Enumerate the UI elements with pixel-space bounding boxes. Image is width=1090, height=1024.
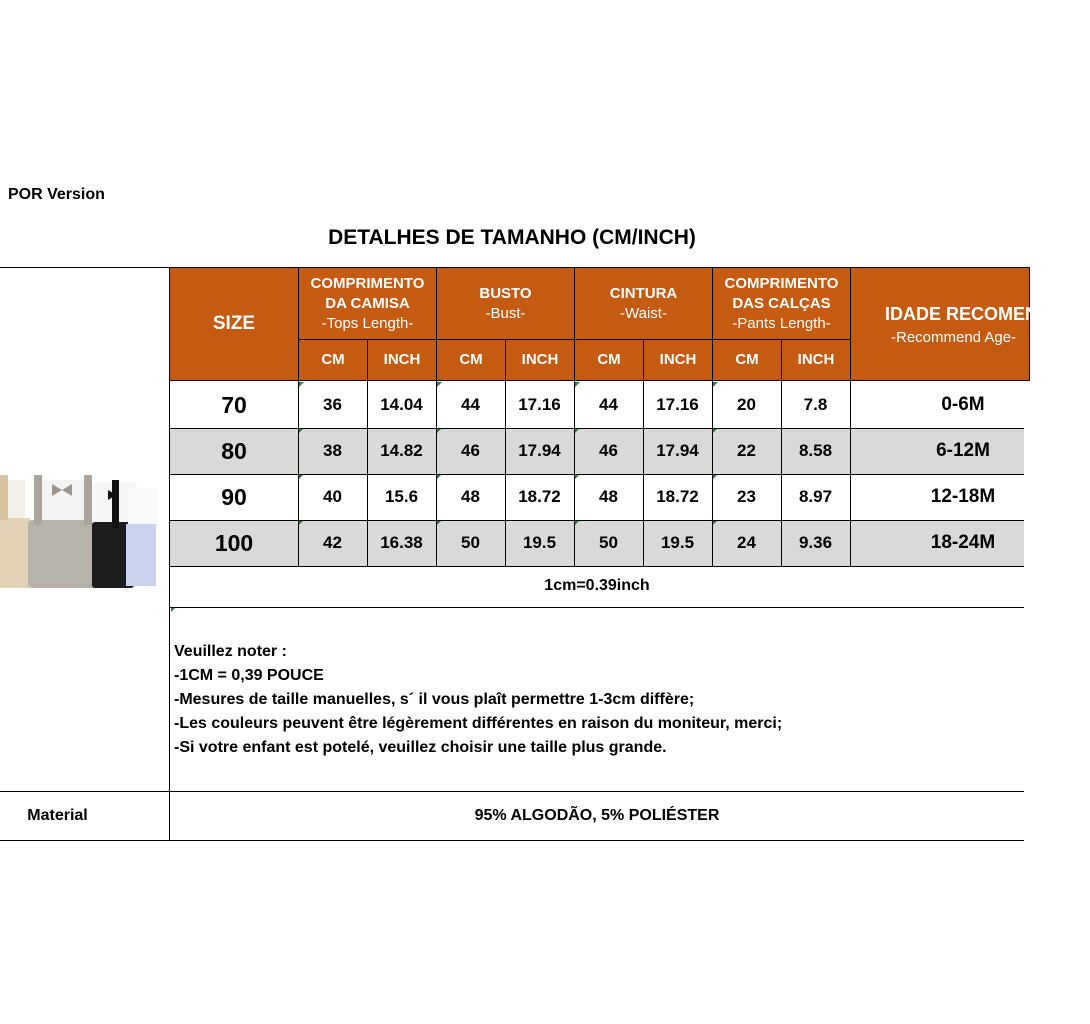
- size-cell: 70: [221, 391, 247, 418]
- grid-line: [574, 381, 575, 566]
- header-bust: BUSTO -Bust-: [436, 267, 575, 340]
- grid-line: [169, 267, 170, 841]
- grid-line: [170, 607, 1024, 608]
- pants-cm-cell: 22: [737, 441, 756, 460]
- bust-inch-cell: 19.5: [522, 533, 557, 552]
- grid-line: [0, 267, 1024, 268]
- cell-marker: [437, 382, 442, 387]
- age-cell: 6-12M: [936, 440, 990, 461]
- outfit-illustration: [0, 470, 150, 595]
- tops-inch-cell: 16.38: [380, 533, 423, 552]
- header-waist: CINTURA -Waist-: [574, 267, 713, 340]
- note-line: -1CM = 0,39 POUCE: [174, 667, 324, 684]
- size-cell: 80: [221, 437, 247, 464]
- waist-cm-cell: 46: [599, 441, 618, 460]
- cell-marker: [299, 382, 304, 387]
- header-size: SIZE: [169, 267, 299, 381]
- notes-block: [174, 640, 782, 760]
- waist-inch-cell: 19.5: [660, 533, 695, 552]
- tops-cm-cell: 42: [323, 533, 342, 552]
- bust-inch-cell: 17.16: [518, 395, 561, 414]
- tops-inch-cell: 14.04: [380, 395, 423, 414]
- tops-inch-cell: 15.6: [384, 487, 419, 506]
- bust-inch-cell: 17.94: [518, 441, 561, 460]
- note-line: -Les couleurs peuvent être légèrement différentes en raison du moniteur, merci;: [174, 715, 783, 732]
- bust-cm-cell: 46: [461, 441, 480, 460]
- cell-marker: [575, 382, 580, 387]
- page-title: DETALHES DE TAMANHO (CM/INCH): [328, 226, 696, 249]
- bust-cm-cell: 50: [461, 533, 480, 552]
- header-unit-inch: INCH: [781, 339, 851, 381]
- grid-line: [781, 381, 782, 566]
- grid-line: [367, 381, 368, 566]
- note-line: -Mesures de taille manuelles, s´ il vous plaît permettre 1-3cm diffère;: [174, 691, 695, 708]
- conversion-note: 1cm=0.39inch: [544, 577, 650, 594]
- size-cell: 90: [221, 483, 247, 510]
- notes-heading: Veuillez noter :: [174, 643, 287, 660]
- pants-cm-cell: 24: [737, 533, 756, 552]
- waist-cm-cell: 44: [599, 395, 618, 414]
- waist-inch-cell: 17.94: [656, 441, 699, 460]
- header-unit-inch: INCH: [367, 339, 437, 381]
- grid-line: [436, 381, 437, 566]
- bust-inch-cell: 18.72: [518, 487, 561, 506]
- material-label: Material: [27, 807, 88, 824]
- grid-line: [298, 381, 299, 566]
- tops-cm-cell: 40: [323, 487, 342, 506]
- grid-line: [505, 381, 506, 566]
- note-line: -Si votre enfant est potelé, veuillez choisir une taille plus grande.: [174, 739, 667, 756]
- header-unit-cm: CM: [436, 339, 506, 381]
- header-recommended-age: IDADE RECOMENDADA -Recommend Age-: [850, 267, 1030, 381]
- waist-inch-cell: 17.16: [656, 395, 699, 414]
- bust-cm-cell: 48: [461, 487, 480, 506]
- pants-inch-cell: 7.8: [803, 395, 828, 414]
- header-unit-cm: CM: [298, 339, 368, 381]
- version-label: POR Version: [8, 186, 105, 203]
- header-tops-length: COMPRIMENTO DA CAMISA -Tops Length-: [298, 267, 437, 340]
- header-unit-cm: CM: [712, 339, 782, 381]
- grid-line: [712, 381, 713, 566]
- waist-cm-cell: 48: [599, 487, 618, 506]
- grid-line: [0, 840, 1024, 841]
- grid-line: [643, 381, 644, 566]
- pants-inch-cell: 9.36: [798, 533, 833, 552]
- pants-cm-cell: 20: [737, 395, 756, 414]
- grid-line: [850, 381, 851, 566]
- material-value: 95% ALGODÃO, 5% POLIÉSTER: [474, 807, 720, 824]
- header-pants-length: COMPRIMENTO DAS CALÇAS -Pants Length-: [712, 267, 851, 340]
- age-cell: 12-18M: [930, 486, 996, 507]
- age-cell: 18-24M: [930, 532, 996, 553]
- size-cell: 100: [214, 529, 254, 556]
- pants-cm-cell: 23: [737, 487, 756, 506]
- cell-marker: [713, 382, 718, 387]
- age-cell: 0-6M: [941, 394, 985, 415]
- bust-cm-cell: 44: [461, 395, 480, 414]
- pants-inch-cell: 8.97: [798, 487, 833, 506]
- header-unit-cm: CM: [574, 339, 644, 381]
- waist-inch-cell: 18.72: [656, 487, 699, 506]
- product-photo: [0, 470, 150, 595]
- tops-cm-cell: 36: [323, 395, 342, 414]
- waist-cm-cell: 50: [599, 533, 618, 552]
- header-unit-inch: INCH: [505, 339, 575, 381]
- header-unit-inch: INCH: [643, 339, 713, 381]
- tops-inch-cell: 14.82: [380, 441, 423, 460]
- pants-inch-cell: 8.58: [798, 441, 833, 460]
- tops-cm-cell: 38: [323, 441, 342, 460]
